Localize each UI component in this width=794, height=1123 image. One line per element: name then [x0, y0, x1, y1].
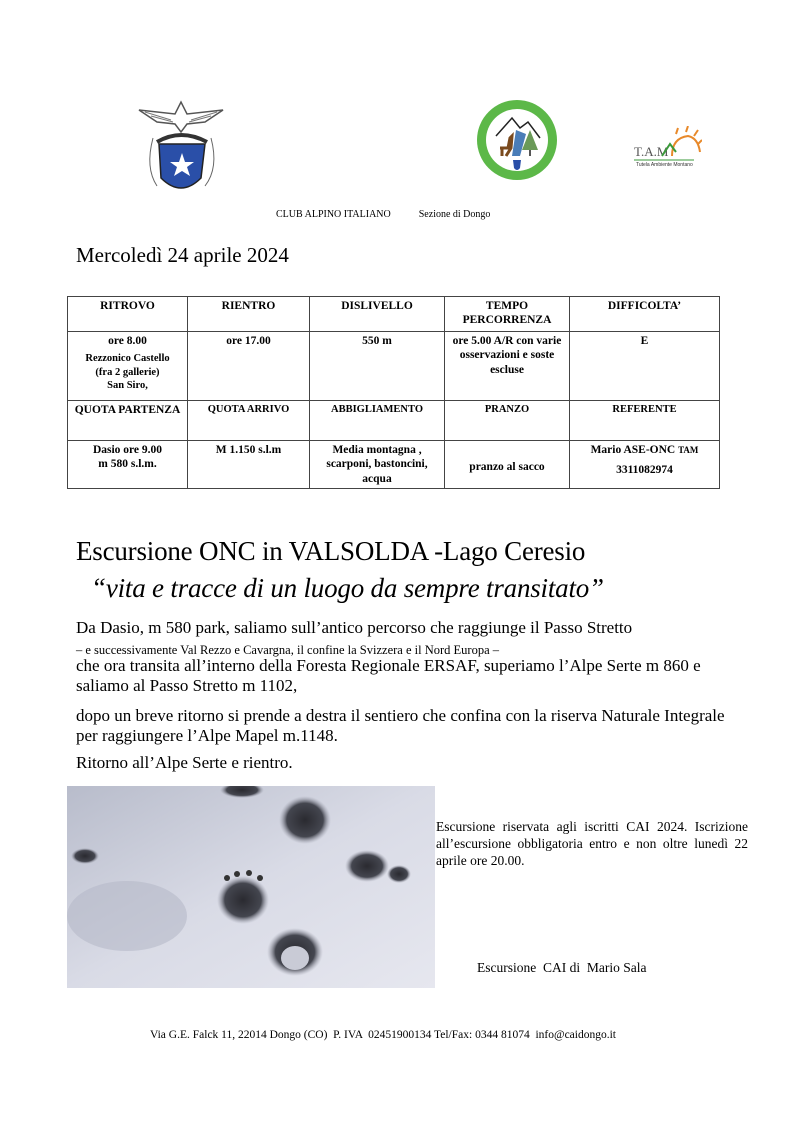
- cai-shield-eagle-icon: [135, 98, 227, 200]
- comitato-scientifico-icon: [468, 98, 566, 182]
- excursion-title: Escursione ONC in VALSOLDA -Lago Ceresio: [76, 536, 586, 566]
- header-quota-arrivo: QUOTA ARRIVO: [188, 401, 310, 441]
- organization-name: CLUB ALPINO ITALIANO: [276, 209, 391, 220]
- cell-dislivello: 550 m: [310, 332, 445, 401]
- description-line-5: Ritorno all’Alpe Serte e rientro.: [76, 753, 293, 772]
- header-tempo: TEMPO PERCORRENZA: [445, 297, 570, 332]
- tam-sun-icon: [632, 126, 702, 172]
- signature: Escursione CAI di Mario Sala: [477, 960, 647, 975]
- referente-phone: 3311082974: [616, 464, 673, 477]
- cai-logo: [135, 98, 227, 200]
- header-ritrovo: RITROVO: [68, 297, 188, 332]
- header-referente: REFERENTE: [570, 401, 720, 441]
- paw-prints-photo: [67, 786, 435, 988]
- paw-prints-in-snow-image: [67, 786, 435, 988]
- header-pranzo: PRANZO: [445, 401, 570, 441]
- table-row: [68, 441, 720, 489]
- comitato-scientifico-logo: [468, 98, 566, 182]
- cell-rientro: ore 17.00: [188, 332, 310, 401]
- description-line-1: Da Dasio, m 580 park, saliamo sull’antico percorso che raggiunge il Passo Stretto: [76, 618, 633, 637]
- svg-text:T.A.M: T.A.M: [634, 144, 669, 159]
- event-date: Mercoledì 24 aprile 2024: [76, 243, 289, 267]
- cell-referente: [570, 441, 720, 489]
- tam-logo: [632, 126, 702, 172]
- registration-notice: Escursione riservata agli iscritti CAI 2024. Iscrizione all’escursione obbligatoria entro e non oltre lunedì 22 aprile ore 20.00.: [436, 819, 748, 868]
- ritrovo-place-3: San Siro,: [107, 379, 148, 391]
- table-row: [68, 332, 720, 401]
- quota-partenza-line-2: m 580 s.l.m.: [98, 458, 157, 471]
- svg-text:Tutela Ambiente Montano: Tutela Ambiente Montano: [636, 162, 693, 168]
- header-dislivello: DISLIVELLO: [310, 297, 445, 332]
- cell-difficolta: E: [570, 332, 720, 401]
- section-name: Sezione di Dongo: [418, 209, 491, 220]
- ritrovo-place-2: (fra 2 gallerie): [95, 366, 160, 378]
- cell-abbigliamento: Media montagna , scarponi, bastoncini, acqua: [310, 441, 445, 489]
- header-abbigliamento: ABBIGLIAMENTO: [310, 401, 445, 441]
- header-line: [271, 198, 490, 220]
- table-header-row: [68, 297, 720, 332]
- pranzo-value: pranzo al sacco: [469, 460, 545, 473]
- referente-suffix: TAM: [678, 445, 699, 455]
- footer-address: Via G.E. Falck 11, 22014 Dongo (CO) P. IVA 02451900134 Tel/Fax: 0344 81074 info@caidongo.it: [150, 1029, 616, 1041]
- ritrovo-time: ore 8.00: [108, 335, 147, 347]
- quota-partenza-line-1: Dasio ore 9.00: [92, 444, 163, 456]
- cell-pranzo: [445, 441, 570, 489]
- header-rientro: RIENTRO: [188, 297, 310, 332]
- header-difficolta: DIFFICOLTA’: [570, 297, 720, 332]
- table-header-row: [68, 401, 720, 441]
- referente-name: Mario ASE-ONC: [590, 444, 676, 456]
- cell-quota-arrivo: M 1.150 s.l.m: [188, 441, 310, 489]
- cell-tempo: ore 5.00 A/R con varie osservazioni e soste escluse: [445, 332, 570, 401]
- cell-quota-partenza: [68, 441, 188, 489]
- description-line-4: dopo un breve ritorno si prende a destra il sentiero che confina con la riserva Naturale Integrale per raggiungere l’Alpe Mapel m.1148.: [76, 706, 725, 745]
- header-quota-partenza: QUOTA PARTENZA: [68, 401, 188, 441]
- description-line-2: – e successivamente Val Rezzo e Cavargna, il confine la Svizzera e il Nord Europa –: [76, 643, 499, 657]
- ritrovo-place-1: Rezzonico Castello: [85, 353, 170, 365]
- description-line-3: che ora transita all’interno della Foresta Regionale ERSAF, superiamo l’Alpe Serte m 860 e saliamo al Passo Stretto m 1102,: [76, 656, 701, 695]
- cell-ritrovo: [68, 332, 188, 401]
- excursion-subtitle: “vita e tracce di un luogo da sempre transitato”: [91, 573, 604, 603]
- info-table: [67, 296, 720, 489]
